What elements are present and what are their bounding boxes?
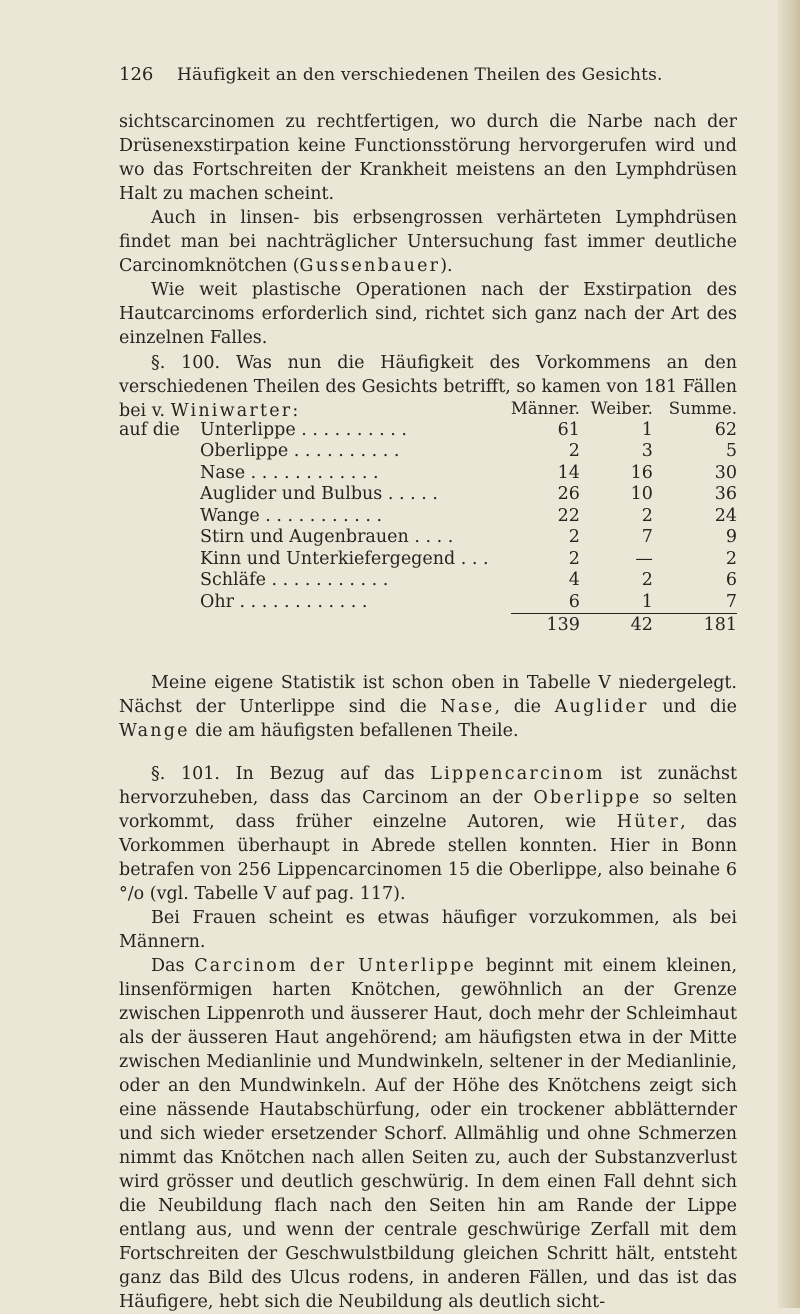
- table-header-row: [119, 398, 737, 420]
- row-label: Schläfe . . . . . . . . . . .: [200, 570, 389, 590]
- cell-w: —: [635, 548, 653, 569]
- spaced-term: Oberlippe: [533, 788, 642, 808]
- table-row: [119, 484, 737, 506]
- text-block-3: [119, 671, 737, 1314]
- cell-w: 2: [641, 505, 653, 526]
- cell-s: 9: [725, 527, 737, 547]
- cell-m: 61: [557, 419, 580, 440]
- spaced-term: Nase: [440, 697, 495, 717]
- cell-m: 2: [568, 548, 580, 569]
- table-row: [119, 506, 737, 528]
- table-total-row: [119, 614, 737, 637]
- row-label: Kinn und Unterkiefergegend . . .: [200, 548, 489, 569]
- spaced-term: Lippencarcinom: [430, 764, 605, 784]
- cell-s: 30: [714, 462, 737, 483]
- cell-m: 4: [568, 570, 580, 590]
- page-header: [119, 64, 737, 90]
- cell-m: 22: [557, 505, 580, 526]
- col-header-summe: Summe.: [668, 399, 737, 418]
- table-row: [119, 527, 737, 549]
- cell-s: 5: [725, 441, 737, 461]
- author-name: Winiwarter: [170, 401, 293, 421]
- cell-s: 62: [714, 419, 737, 440]
- paragraph: Meine eigene Statistik ist schon oben in Tabelle V niedergelegt. Nächst der Unterlippe sind die Nase, die Auglider und die Wange die am häufigsten befallenen Theile.: [119, 673, 737, 741]
- table-row: [119, 592, 737, 614]
- page-edge: [778, 0, 800, 1308]
- row-label: Ohr . . . . . . . . . . . .: [200, 591, 368, 612]
- author-name: Hüter: [616, 812, 681, 832]
- cell-w: 2: [641, 570, 653, 590]
- paragraph: sichtscarcinomen zu rechtfertigen, wo durch die Narbe nach der Drüsenexstirpation keine Functionsstörung hervorgerufen wird und wo das Fortschreiten der Krankheit meistens an den Lymphdrüsen Halt zu machen scheint.: [119, 112, 737, 204]
- cell-m: 6: [568, 591, 580, 612]
- section-paragraph: §. 100. Was nun die Häufigkeit des Vorkommens an den verschiedenen Theilen des Gesichts betrifft, so kamen von 181 Fällen bei v. Winiwarter:: [119, 353, 737, 421]
- section-paragraph: §. 101. In Bezug auf das Lippencarcinom ist zunächst hervorzuheben, dass das Carcinom an der Oberlippe so selten vorkommt, dass früher einzelne Autoren, wie Hüter, das Vorkommen überhaupt in Abrede stellen konnten. Hier in Bonn betrafen von 256 Lippencarcinomen 15 die Oberlippe, also beinahe 6 °/o (vgl. Tabelle V auf pag. 117).: [119, 764, 738, 904]
- col-header-weiber: Weiber.: [590, 399, 653, 418]
- cell-m: 2: [568, 441, 580, 461]
- cell-s: 7: [725, 591, 737, 612]
- paragraph: Auch in linsen- bis erbsengrossen verhärteten Lymphdrüsen findet man bei nachträglicher Untersuchung fast immer deutliche Carcinomknötchen (Gussenbauer).: [119, 208, 737, 276]
- spaced-term: Wange: [119, 721, 190, 741]
- col-header-maenner: Männer.: [510, 399, 580, 418]
- cell-w: 10: [630, 484, 653, 504]
- table-row: [119, 463, 737, 485]
- cell-w: 1: [641, 419, 653, 440]
- total-s: 181: [653, 614, 737, 637]
- table-row: [119, 570, 737, 592]
- cell-m: 2: [568, 527, 580, 547]
- row-label: Wange . . . . . . . . . . .: [200, 505, 383, 526]
- row-label: Auglider und Bulbus . . . . .: [200, 484, 438, 504]
- table-row: [119, 441, 737, 463]
- cell-w: 16: [630, 462, 653, 483]
- cell-w: 7: [641, 527, 653, 547]
- cell-w: 1: [641, 591, 653, 612]
- cell-s: 2: [725, 548, 737, 569]
- text-block-1: [119, 110, 737, 350]
- row-label: Nase . . . . . . . . . . . .: [200, 462, 379, 483]
- page-number: 126: [119, 64, 154, 85]
- statistics-table: [119, 398, 737, 637]
- row-label: Unterlippe . . . . . . . . . .: [200, 419, 407, 440]
- author-name: Gussenbauer: [299, 256, 441, 276]
- paragraph: Das Carcinom der Unterlippe beginnt mit einem kleinen, linsenförmigen harten Knötchen, gewöhnlich an der Grenze zwischen Lippenroth und äusserer Haut, doch mehr der Schleimhaut als der äusseren Haut angehörend; am häufigsten etwa in der Mitte zwischen Medianlinie und Mundwinkeln, seltener in der Medianlinie, oder an den Mundwinkeln. Auf der Höhe des Knötchens zeigt sich eine nässende Hautabschürfung, oder ein trockener abblätternder und sich wieder ersetzender Schorf. Allmählig und ohne Schmerzen nimmt das Knötchen nach allen Seiten zu, auch der Substanzverlust wird grösser und deutlich geschwürig. In dem einen Fall dehnt sich die Neubildung flach nach den Seiten hin am Rande der Lippe entlang aus, und wenn der centrale geschwürige Zerfall mit dem Fortschreiten der Geschwulstbildung gleichen Schritt hält, entsteht ganz das Bild des Ulcus rodens, in anderen Fällen, und das ist das Häufigere, hebt sich die Neubildung als deutlich sicht-: [119, 956, 738, 1312]
- spaced-term: Carcinom der Unterlippe: [194, 956, 476, 976]
- cell-m: 26: [557, 484, 580, 504]
- total-m: 139: [511, 614, 580, 637]
- paragraph: Bei Frauen scheint es etwas häufiger vorzukommen, als bei Männern.: [119, 908, 737, 952]
- cell-s: 24: [714, 505, 737, 526]
- table-row: [119, 549, 737, 571]
- running-title: Häufigkeit an den verschiedenen Theilen des Gesichts.: [177, 65, 663, 85]
- row-label: Stirn und Augenbrauen . . . .: [200, 527, 454, 547]
- cell-s: 6: [725, 570, 737, 590]
- row-prefix: auf die: [119, 419, 180, 440]
- table-row: [119, 420, 737, 442]
- row-label: Oberlippe . . . . . . . . . .: [200, 441, 400, 461]
- total-w: 42: [580, 614, 653, 637]
- cell-m: 14: [557, 462, 580, 483]
- paragraph: Wie weit plastische Operationen nach der Exstirpation des Hautcarcinoms erforderlich sind, richtet sich ganz nach der Art des einzelnen Falles.: [119, 280, 737, 348]
- cell-s: 36: [714, 484, 737, 504]
- spaced-term: Auglider: [554, 697, 649, 717]
- cell-w: 3: [641, 441, 653, 461]
